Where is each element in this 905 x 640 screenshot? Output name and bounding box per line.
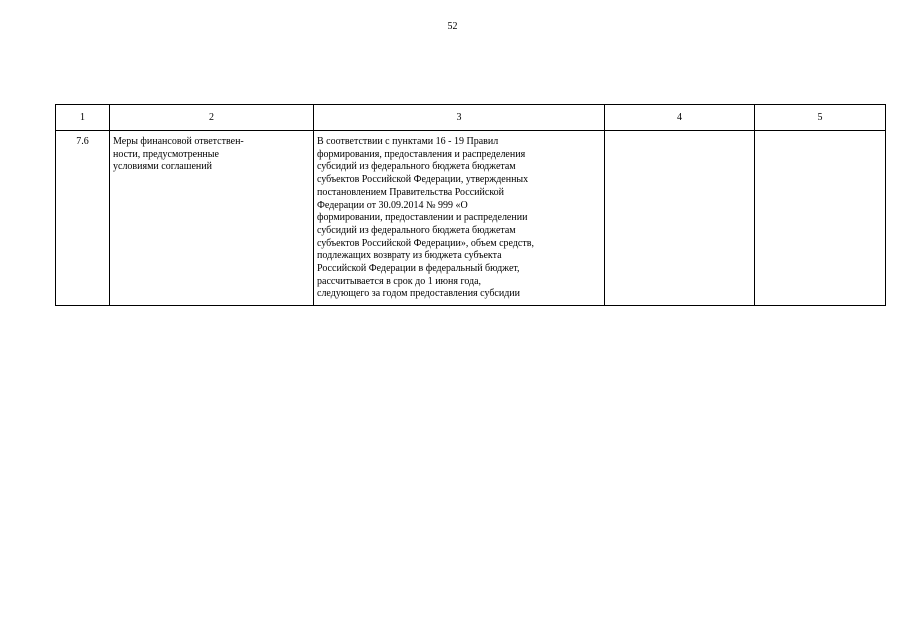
text-line: Меры финансовой ответствен- xyxy=(113,136,244,147)
text-line: субъектов Российской Федерации», объем средств, xyxy=(317,237,534,249)
measure-description-cell xyxy=(314,131,605,306)
page-number: 52 xyxy=(447,21,458,32)
header-col-2: 2 xyxy=(110,105,314,131)
column-5-cell xyxy=(755,131,886,306)
text-line: постановлением Правительства Российской xyxy=(317,186,505,198)
text-line: формировании, предоставлении и распределении xyxy=(317,212,528,224)
row-number-cell xyxy=(56,131,110,306)
text-line: условиями соглашений xyxy=(113,161,212,173)
text-line: ности, предусмотренные xyxy=(113,148,219,160)
column-4-text xyxy=(605,131,754,140)
document-table xyxy=(55,104,886,306)
text-line: формирования, предоставления и распределения xyxy=(317,148,526,160)
table-header-row xyxy=(56,105,886,131)
measure-description-text xyxy=(314,131,604,305)
row-number: 7.6 xyxy=(76,136,89,147)
text-line: В соответствии с пунктами 16 - 19 Правил xyxy=(317,136,499,147)
header-col-3: 3 xyxy=(314,105,605,131)
header-col-4: 4 xyxy=(605,105,755,131)
measure-name-text xyxy=(110,131,313,178)
text-line: следующего за годом предоставления субсидии xyxy=(317,288,520,300)
header-col-5: 5 xyxy=(755,105,886,131)
column-4-cell xyxy=(605,131,755,306)
text-line: подлежащих возврату из бюджета субъекта xyxy=(317,250,502,262)
text-line: субсидий из федерального бюджета бюджетам xyxy=(317,161,516,173)
text-line: Российской Федерации в федеральный бюджет, xyxy=(317,263,520,275)
column-5-text xyxy=(755,131,885,140)
text-line: Федерации от 30.09.2014 № 999 «О xyxy=(317,199,468,211)
header-col-1: 1 xyxy=(56,105,110,131)
text-line: субъектов Российской Федерации, утвержденных xyxy=(317,174,529,186)
text-line: рассчитывается в срок до 1 июня года, xyxy=(317,275,482,287)
text-line: субсидий из федерального бюджета бюджетам xyxy=(317,224,516,236)
table-row xyxy=(56,131,886,306)
measure-name-cell xyxy=(110,131,314,306)
